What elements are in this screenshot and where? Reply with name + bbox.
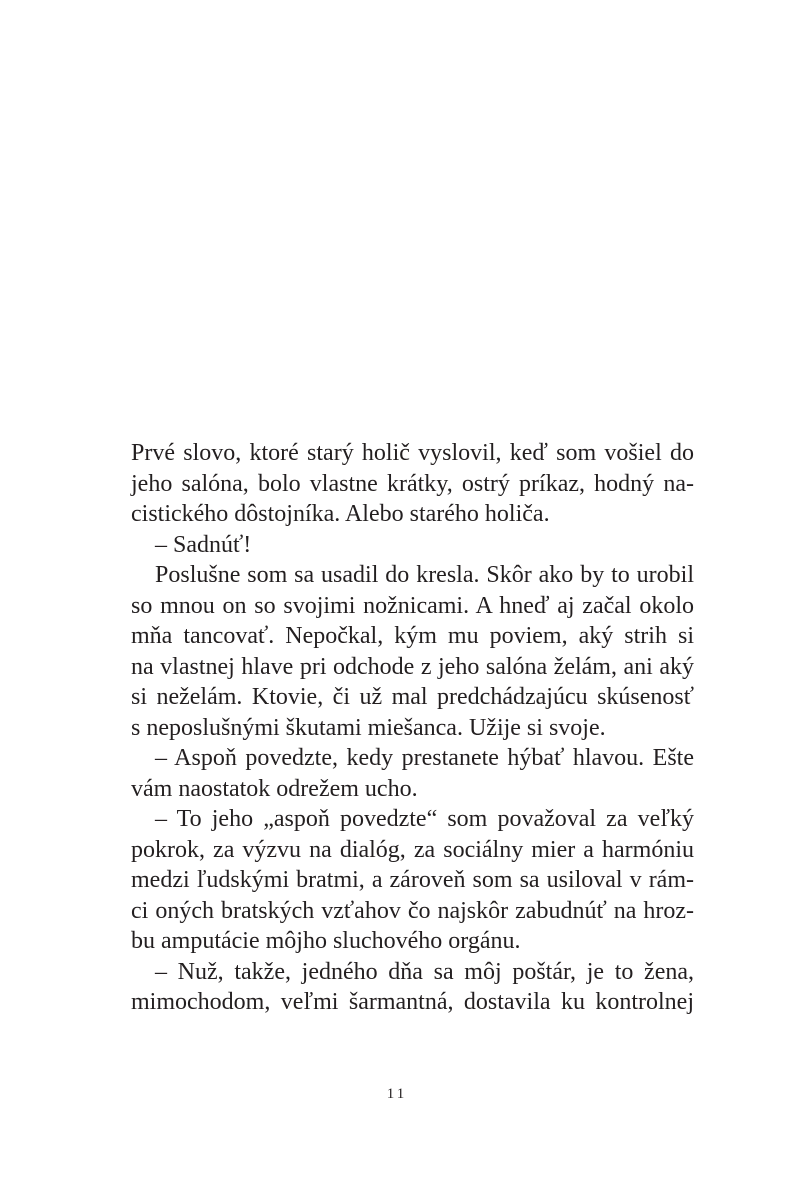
text-line: – Nuž, takže, jedného dňa sa môj poštár, je to žena, bbox=[155, 958, 694, 985]
body-text bbox=[131, 438, 694, 1018]
text-line: si neželám. Ktovie, či už mal predchádzajúcu skúsenosť bbox=[131, 684, 694, 710]
page-number: 11 bbox=[386, 1086, 408, 1102]
text-line: Poslušne som sa usadil do kresla. Skôr ako by to urobil bbox=[155, 562, 694, 588]
text-line: – To jeho „aspoň povedzte“ som považoval za veľký bbox=[155, 806, 694, 832]
text-line: mimochodom, veľmi šarmantná, dostavila ku kontrolnej bbox=[131, 989, 694, 1015]
text-line: bu amputácie môjho sluchového orgánu. bbox=[131, 928, 521, 954]
text-line: medzi ľudskými bratmi, a zároveň som sa usiloval v rám- bbox=[131, 867, 694, 893]
text-line: na vlastnej hlave pri odchode z jeho salóna želám, ani aký bbox=[131, 653, 694, 680]
text-line: pokrok, za výzvu na dialóg, za sociálny mier a harmóniu bbox=[131, 836, 694, 863]
text-line: so mnou on so svojimi nožnicami. A hneď aj začal okolo bbox=[131, 592, 694, 619]
text-line: – Sadnúť! bbox=[155, 531, 252, 558]
text-line: s neposlušnými škutami miešanca. Užije si svoje. bbox=[131, 714, 606, 741]
text-line: Prvé slovo, ktoré starý holič vyslovil, keď som vošiel do bbox=[131, 440, 694, 466]
text-line: cistického dôstojníka. Alebo starého holiča. bbox=[131, 501, 550, 527]
text-line: – Aspoň povedzte, kedy prestanete hýbať hlavou. Ešte bbox=[155, 745, 694, 771]
text-line: ci oných bratských vzťahov čo najskôr zabudnúť na hroz- bbox=[131, 897, 694, 924]
text-line: mňa tancovať. Nepočkal, kým mu poviem, aký strih si bbox=[131, 623, 694, 649]
text-line: jeho salóna, bolo vlastne krátky, ostrý príkaz, hodný na- bbox=[131, 470, 694, 497]
text-line: vám naostatok odrežem ucho. bbox=[131, 775, 418, 802]
